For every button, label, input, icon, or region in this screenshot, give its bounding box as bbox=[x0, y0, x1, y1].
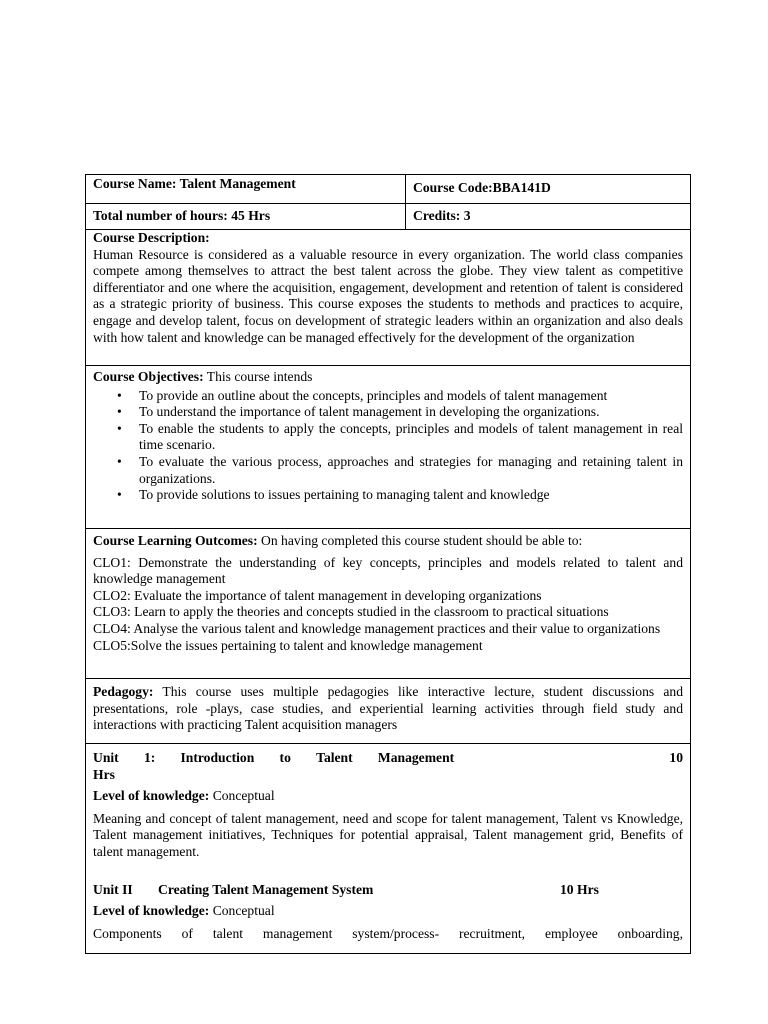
pedagogy-row bbox=[86, 679, 691, 744]
description-cell bbox=[86, 230, 691, 366]
description-row bbox=[86, 230, 691, 366]
unit2-level: Level of knowledge: Conceptual bbox=[93, 903, 275, 919]
unit2-title: Creating Talent Management System bbox=[158, 881, 374, 897]
unit2-label: Unit II bbox=[93, 881, 133, 897]
unit2-content: Components of talent management system/process- recruitment, employee onboarding, bbox=[93, 925, 683, 941]
objectives-intro: This course intends bbox=[203, 369, 313, 384]
units-row bbox=[86, 744, 691, 954]
objective-item: • To enable the students to apply the concepts, principles and models of talent management in real time scenario. bbox=[117, 420, 683, 453]
bullet-icon: • bbox=[117, 387, 122, 403]
objectives-list bbox=[93, 388, 683, 504]
outcome-item: CLO3: Learn to apply the theories and concepts studied in the classroom to practical situations bbox=[93, 604, 609, 620]
description-text: Human Resource is considered as a valuable resource in every organization. The world class companies compete among themselves to attract the best talent across the globe. They view talent as competitive differentiator and one where the acquisition, engagement, development and retention of talent is considered as a strategic priority of business. This course exposes the students to methods and practices to acquire, engage and develop talent, focus on development of strategic leaders within an organization and also deals with how talent and knowledge can be managed effectively for the development of the organization bbox=[93, 246, 683, 345]
header-row-2 bbox=[86, 204, 691, 230]
objective-item: • To evaluate the various process, approaches and strategies for managing and retaining talent in organizations. bbox=[117, 453, 683, 486]
total-hours: Total number of hours: 45 Hrs bbox=[93, 208, 271, 223]
pedagogy-title: Pedagogy: bbox=[93, 684, 154, 699]
course-code-cell bbox=[406, 175, 691, 204]
syllabus-page bbox=[85, 174, 690, 954]
course-name-cell bbox=[86, 175, 406, 204]
bullet-icon: • bbox=[117, 420, 122, 436]
credits: Credits: 3 bbox=[413, 208, 471, 223]
pedagogy-text: This course uses multiple pedagogies like interactive lecture, student discussions and presentations, role -plays, case studies, and experiential learning activities through field study and interactions with practicing Talent acquisition managers bbox=[93, 684, 683, 733]
outcome-item: CLO4: Analyse the various talent and knowledge management practices and their value to organizations bbox=[93, 620, 661, 636]
outcome-item: CLO2: Evaluate the importance of talent management in developing organizations bbox=[93, 587, 542, 603]
objectives-heading bbox=[93, 369, 683, 386]
objective-item: • To provide an outline about the concepts, principles and models of talent management bbox=[117, 387, 608, 403]
outcomes-heading bbox=[93, 533, 683, 550]
pedagogy-text-block bbox=[93, 684, 683, 734]
objectives-title: Course Objectives: bbox=[93, 369, 204, 384]
course-name: Course Name: Talent Management bbox=[93, 176, 296, 191]
bullet-icon: • bbox=[117, 453, 122, 469]
outcomes-row bbox=[86, 529, 691, 679]
unit2-hours: 10 Hrs bbox=[560, 881, 599, 897]
description-title: Course Description: bbox=[93, 230, 210, 245]
outcomes-cell bbox=[86, 529, 691, 679]
objectives-row bbox=[86, 366, 691, 529]
unit1-content: Meaning and concept of talent management, need and scope for talent management, Talent vs Knowledge, Talent management initiatives, Techniques for potential appraisal, Talent management grid, Benefits of talent management. bbox=[93, 810, 683, 859]
objective-item: • To provide solutions to issues pertaining to managing talent and knowledge bbox=[117, 487, 550, 503]
pedagogy-cell bbox=[86, 679, 691, 744]
unit1-heading: Unit 1: Introduction to Talent Management 10 bbox=[93, 750, 683, 765]
objectives-cell bbox=[86, 366, 691, 529]
header-row-1 bbox=[86, 175, 691, 204]
outcomes-intro: On having completed this course student should be able to: bbox=[257, 533, 583, 548]
unit1-level: Level of knowledge: Conceptual bbox=[93, 788, 275, 804]
outcomes-title: Course Learning Outcomes: bbox=[93, 533, 258, 548]
syllabus-table bbox=[85, 174, 691, 954]
outcome-item: CLO1: Demonstrate the understanding of key concepts, principles and models related to talent and knowledge management bbox=[93, 554, 683, 587]
outcome-item: CLO5:Solve the issues pertaining to talent and knowledge management bbox=[93, 637, 483, 653]
units-cell bbox=[86, 744, 691, 954]
credits-cell bbox=[406, 204, 691, 230]
unit1-hours: Hrs bbox=[93, 766, 115, 782]
bullet-icon: • bbox=[117, 487, 122, 503]
unit2-heading bbox=[93, 882, 683, 899]
hours-cell bbox=[86, 204, 406, 230]
course-code: Course Code:BBA141D bbox=[413, 180, 551, 195]
objective-item: • To understand the importance of talent management in developing the organizations. bbox=[117, 404, 600, 420]
bullet-icon: • bbox=[117, 404, 122, 420]
